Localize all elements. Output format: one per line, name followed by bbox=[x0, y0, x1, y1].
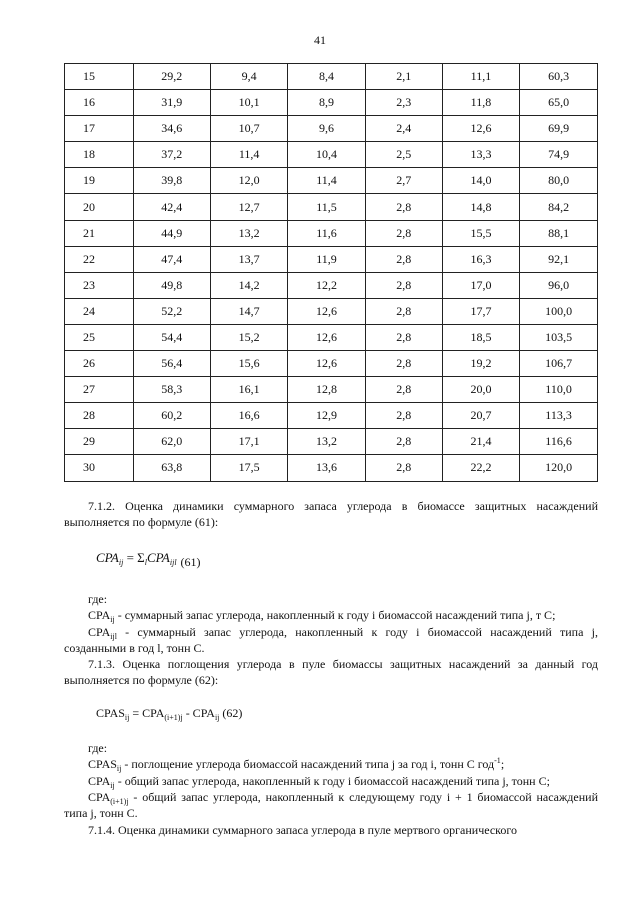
table-cell: 56,4 bbox=[133, 351, 210, 377]
table-cell: 31,9 bbox=[133, 90, 210, 116]
table-cell: 16,1 bbox=[210, 377, 287, 403]
section-713-text: 7.1.3. Оценка поглощения углерода в пуле биомассы защитных насаждений за данный год выполняется по формуле (62): bbox=[64, 657, 598, 688]
table-row bbox=[65, 168, 598, 194]
table-cell: 11,5 bbox=[288, 194, 365, 220]
table-cell: 74,9 bbox=[520, 142, 598, 168]
table-cell: 8,9 bbox=[288, 90, 365, 116]
formula-62-a: CPAS bbox=[96, 706, 125, 720]
table-row bbox=[65, 377, 598, 403]
table-cell: 17,7 bbox=[442, 298, 519, 324]
table-row bbox=[65, 298, 598, 324]
table-cell: 92,1 bbox=[520, 246, 598, 272]
def-symbol: CPA bbox=[88, 789, 111, 804]
table-row bbox=[65, 429, 598, 455]
table-row bbox=[65, 351, 598, 377]
section-713-definitions bbox=[64, 740, 598, 821]
table-cell: 2,8 bbox=[365, 377, 442, 403]
def-text: - суммарный запас углерода, накопленный к году i биомассой насаждений типа j, созданными в год l, тонн С. bbox=[64, 624, 598, 655]
definition-cpa-i1j-62 bbox=[64, 789, 598, 822]
table-cell: 14,2 bbox=[210, 272, 287, 298]
def-end: ; bbox=[500, 757, 505, 772]
table-cell: 39,8 bbox=[133, 168, 210, 194]
row-index-cell: 21 bbox=[65, 220, 134, 246]
def-symbol-sub: ij bbox=[116, 764, 122, 774]
data-table-body bbox=[65, 64, 598, 482]
table-cell: 84,2 bbox=[520, 194, 598, 220]
section-714 bbox=[64, 822, 598, 838]
table-cell: 16,3 bbox=[442, 246, 519, 272]
table-cell: 11,6 bbox=[288, 220, 365, 246]
row-index-cell: 29 bbox=[65, 429, 134, 455]
table-cell: 42,4 bbox=[133, 194, 210, 220]
table-cell: 49,8 bbox=[133, 272, 210, 298]
table-cell: 17,1 bbox=[210, 429, 287, 455]
where-label-62: где: bbox=[88, 741, 108, 755]
row-index-cell: 19 bbox=[65, 168, 134, 194]
table-cell: 13,7 bbox=[210, 246, 287, 272]
table-cell: 2,8 bbox=[365, 351, 442, 377]
table-cell: 13,2 bbox=[288, 429, 365, 455]
table-row bbox=[65, 90, 598, 116]
table-cell: 13,6 bbox=[288, 455, 365, 481]
row-index-cell: 28 bbox=[65, 403, 134, 429]
table-cell: 11,1 bbox=[442, 64, 519, 90]
table-cell: 18,5 bbox=[442, 324, 519, 350]
table-cell: 9,4 bbox=[210, 64, 287, 90]
row-index-cell: 18 bbox=[65, 142, 134, 168]
table-cell: 16,6 bbox=[210, 403, 287, 429]
formula-62-a-sub: ij bbox=[124, 713, 130, 722]
table-row bbox=[65, 220, 598, 246]
table-cell: 17,0 bbox=[442, 272, 519, 298]
table-row bbox=[65, 324, 598, 350]
table-cell: 14,8 bbox=[442, 194, 519, 220]
table-cell: 2,8 bbox=[365, 324, 442, 350]
table-cell: 2,3 bbox=[365, 90, 442, 116]
formula-61-lhs-sub: ij bbox=[118, 558, 124, 567]
table-cell: 2,8 bbox=[365, 246, 442, 272]
table-cell: 20,0 bbox=[442, 377, 519, 403]
def-text: - общий запас углерода, накопленный к следующему году i + 1 биомассой насаждений типа j, тонн С. bbox=[64, 789, 598, 821]
def-symbol: CPA bbox=[88, 608, 111, 623]
table-cell: 63,8 bbox=[133, 455, 210, 481]
table-cell: 9,6 bbox=[288, 116, 365, 142]
formula-62 bbox=[96, 706, 242, 721]
row-index-cell: 24 bbox=[65, 298, 134, 324]
table-cell: 2,8 bbox=[365, 272, 442, 298]
table-cell: 11,4 bbox=[210, 142, 287, 168]
table-cell: 34,6 bbox=[133, 116, 210, 142]
def-sup: -1 bbox=[494, 756, 501, 766]
table-cell: 10,7 bbox=[210, 116, 287, 142]
table-cell: 11,4 bbox=[288, 168, 365, 194]
formula-61-eq-sub: l bbox=[144, 558, 147, 567]
table-row bbox=[65, 455, 598, 481]
table-cell: 15,2 bbox=[210, 324, 287, 350]
table-cell: 69,9 bbox=[520, 116, 598, 142]
table-row bbox=[65, 142, 598, 168]
row-index-cell: 25 bbox=[65, 324, 134, 350]
table-cell: 88,1 bbox=[520, 220, 598, 246]
def-symbol-sub: ij bbox=[110, 780, 115, 790]
table-cell: 2,5 bbox=[365, 142, 442, 168]
definition-cpa-ij-62 bbox=[64, 773, 598, 789]
formula-62-c: - CPA bbox=[182, 706, 215, 720]
row-index-cell: 16 bbox=[65, 90, 134, 116]
row-index-cell: 17 bbox=[65, 116, 134, 142]
row-index-cell: 26 bbox=[65, 351, 134, 377]
row-index-cell: 15 bbox=[65, 64, 134, 90]
table-cell: 12,7 bbox=[210, 194, 287, 220]
table-cell: 14,7 bbox=[210, 298, 287, 324]
page-number: 41 bbox=[314, 33, 326, 47]
table-cell: 13,2 bbox=[210, 220, 287, 246]
table-cell: 2,1 bbox=[365, 64, 442, 90]
table-cell: 2,7 bbox=[365, 168, 442, 194]
table-cell: 100,0 bbox=[520, 298, 598, 324]
def-symbol: CPAS bbox=[88, 757, 117, 772]
table-cell: 103,5 bbox=[520, 324, 598, 350]
table-cell: 44,9 bbox=[133, 220, 210, 246]
table-row bbox=[65, 403, 598, 429]
formula-61-number: (61) bbox=[180, 555, 201, 569]
def-symbol-sub: ij bbox=[110, 615, 115, 625]
section-712-text: 7.1.2. Оценка динамики суммарного запаса углерода в биомассе защитных насаждений выполняется по формуле (61): bbox=[64, 499, 598, 530]
definition-cpa-ijl-61 bbox=[64, 624, 598, 657]
formula-61-rhs: CPA bbox=[146, 550, 170, 565]
definition-cpas-ij-62 bbox=[64, 756, 598, 772]
table-cell: 116,6 bbox=[520, 429, 598, 455]
section-712-definitions bbox=[64, 591, 598, 689]
table-cell: 52,2 bbox=[133, 298, 210, 324]
def-symbol-sub: ijl bbox=[110, 631, 117, 641]
table-cell: 12,0 bbox=[210, 168, 287, 194]
table-cell: 62,0 bbox=[133, 429, 210, 455]
row-index-cell: 27 bbox=[65, 377, 134, 403]
table-cell: 120,0 bbox=[520, 455, 598, 481]
def-symbol: CPA bbox=[88, 773, 111, 788]
table-cell: 58,3 bbox=[133, 377, 210, 403]
table-cell: 14,0 bbox=[442, 168, 519, 194]
row-index-cell: 22 bbox=[65, 246, 134, 272]
table-cell: 12,6 bbox=[442, 116, 519, 142]
formula-62-b-sub: (i+1)j bbox=[164, 713, 183, 722]
table-cell: 10,4 bbox=[288, 142, 365, 168]
table-cell: 65,0 bbox=[520, 90, 598, 116]
table-cell: 10,1 bbox=[210, 90, 287, 116]
formula-61 bbox=[96, 550, 201, 569]
section-712 bbox=[64, 498, 598, 531]
table-cell: 96,0 bbox=[520, 272, 598, 298]
table-cell: 12,6 bbox=[288, 324, 365, 350]
table-row bbox=[65, 246, 598, 272]
table-cell: 19,2 bbox=[442, 351, 519, 377]
def-text: - общий запас углерода, накопленный к году i биомассой насаждений типа j, тонн С; bbox=[114, 773, 550, 788]
def-symbol: CPA bbox=[88, 624, 111, 639]
table-cell: 106,7 bbox=[520, 351, 598, 377]
table-cell: 80,0 bbox=[520, 168, 598, 194]
table-cell: 12,6 bbox=[288, 351, 365, 377]
table-cell: 11,8 bbox=[442, 90, 519, 116]
where-label-61: где: bbox=[88, 592, 108, 606]
table-cell: 2,8 bbox=[365, 455, 442, 481]
def-symbol-sub: (i+1)j bbox=[110, 796, 129, 806]
table-cell: 2,4 bbox=[365, 116, 442, 142]
table-cell: 113,3 bbox=[520, 403, 598, 429]
table-cell: 2,8 bbox=[365, 220, 442, 246]
formula-62-number: (62) bbox=[219, 706, 243, 720]
table-row bbox=[65, 194, 598, 220]
table-cell: 2,8 bbox=[365, 298, 442, 324]
def-text: - поглощение углерода биомассой насаждений типа j за год i, тонн С год bbox=[121, 757, 495, 772]
table-cell: 21,4 bbox=[442, 429, 519, 455]
table-cell: 17,5 bbox=[210, 455, 287, 481]
def-text: - суммарный запас углерода, накопленный к году i биомассой насаждений типа j, т С; bbox=[114, 608, 556, 623]
table-cell: 11,9 bbox=[288, 246, 365, 272]
data-table bbox=[64, 63, 598, 482]
table-cell: 12,2 bbox=[288, 272, 365, 298]
table-cell: 60,2 bbox=[133, 403, 210, 429]
table-cell: 54,4 bbox=[133, 324, 210, 350]
table-cell: 2,8 bbox=[365, 403, 442, 429]
table-cell: 13,3 bbox=[442, 142, 519, 168]
table-cell: 110,0 bbox=[520, 377, 598, 403]
row-index-cell: 30 bbox=[65, 455, 134, 481]
formula-62-b: = CPA bbox=[129, 706, 165, 720]
table-cell: 2,8 bbox=[365, 429, 442, 455]
formula-61-lhs: CPA bbox=[96, 550, 119, 565]
table-cell: 37,2 bbox=[133, 142, 210, 168]
formula-61-rhs-sub: ijl bbox=[169, 558, 177, 567]
table-cell: 60,3 bbox=[520, 64, 598, 90]
table-cell: 47,4 bbox=[133, 246, 210, 272]
table-cell: 12,9 bbox=[288, 403, 365, 429]
table-cell: 22,2 bbox=[442, 455, 519, 481]
row-index-cell: 20 bbox=[65, 194, 134, 220]
table-row bbox=[65, 64, 598, 90]
section-714-text: 7.1.4. Оценка динамики суммарного запаса углерода в пуле мертвого органического bbox=[88, 823, 518, 837]
table-row bbox=[65, 116, 598, 142]
formula-61-eq: = Σ bbox=[123, 550, 145, 565]
table-cell: 15,6 bbox=[210, 351, 287, 377]
table-cell: 20,7 bbox=[442, 403, 519, 429]
table-cell: 12,6 bbox=[288, 298, 365, 324]
table-cell: 8,4 bbox=[288, 64, 365, 90]
table-cell: 2,8 bbox=[365, 194, 442, 220]
row-index-cell: 23 bbox=[65, 272, 134, 298]
table-row bbox=[65, 272, 598, 298]
definition-cpa-ij-61 bbox=[64, 607, 598, 623]
table-cell: 15,5 bbox=[442, 220, 519, 246]
table-cell: 12,8 bbox=[288, 377, 365, 403]
table-cell: 29,2 bbox=[133, 64, 210, 90]
formula-62-c-sub: ij bbox=[214, 713, 220, 722]
